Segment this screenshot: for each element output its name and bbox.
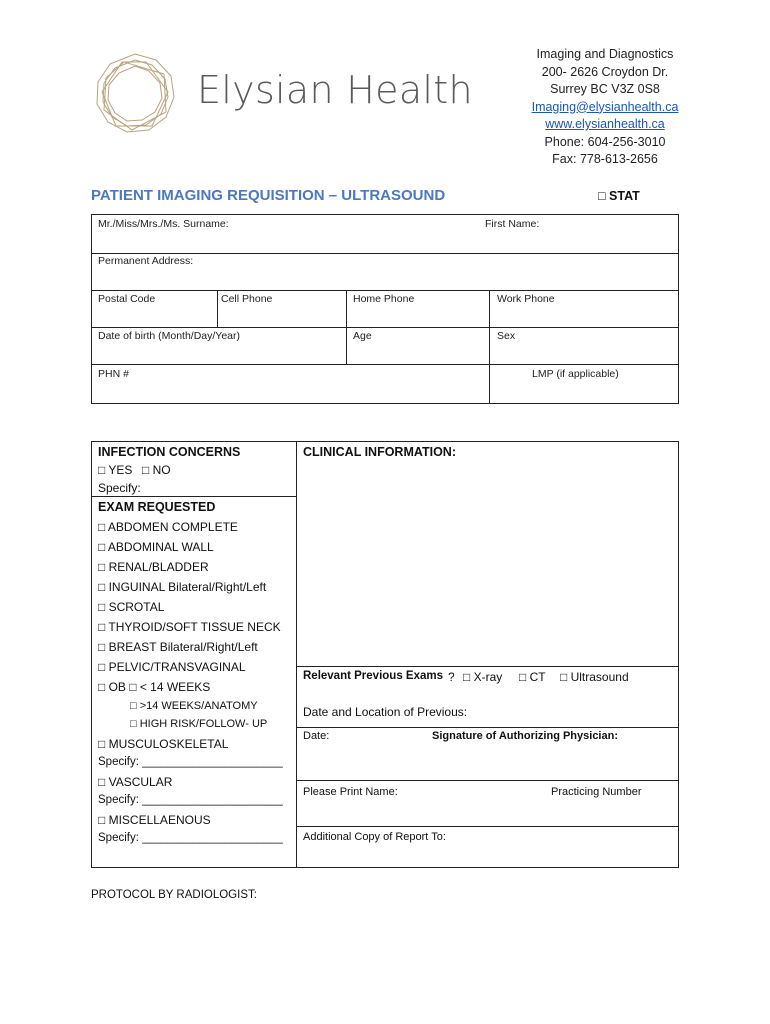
exam-checkbox[interactable]: □ ABDOMEN COMPLETE	[98, 520, 238, 534]
ultrasound-checkbox[interactable]: □ Ultrasound	[560, 670, 629, 684]
infection-no-checkbox[interactable]: □ NO	[142, 463, 171, 477]
vascular-specify-field[interactable]: Specify: ______________________	[98, 794, 283, 806]
website-link[interactable]: www.elysianhealth.ca	[545, 117, 665, 131]
divider	[296, 780, 679, 781]
msk-checkbox[interactable]: □ MUSCULOSKELETAL	[98, 737, 229, 751]
exam-checkbox[interactable]: □ OB □ < 14 WEEKS	[98, 680, 211, 694]
divider	[489, 290, 490, 404]
vascular-checkbox[interactable]: □ VASCULAR	[98, 775, 173, 789]
divider	[296, 826, 679, 827]
dob-field[interactable]: Date of birth (Month/Day/Year)	[98, 330, 241, 342]
exam-checkbox[interactable]: □ BREAST Bilateral/Right/Left	[98, 640, 258, 654]
practicing-number-field[interactable]: Practicing Number	[551, 786, 642, 798]
phn-field[interactable]: PHN #	[98, 368, 129, 380]
print-name-field[interactable]: Please Print Name:	[303, 786, 398, 798]
infection-title: INFECTION CONCERNS	[98, 445, 241, 459]
misc-checkbox[interactable]: □ MISCELLAENOUS	[98, 813, 211, 827]
divider	[91, 364, 679, 365]
divider	[91, 496, 296, 497]
age-field[interactable]: Age	[353, 330, 372, 342]
ob-sub-checkbox[interactable]: □ >14 WEEKS/ANATOMY	[130, 700, 258, 712]
protocol-label: PROTOCOL BY RADIOLOGIST:	[91, 889, 257, 901]
xray-checkbox[interactable]: □ X-ray	[463, 670, 503, 684]
previous-exams-q: ?	[448, 670, 455, 684]
exam-checkbox[interactable]: □ RENAL/BLADDER	[98, 560, 209, 574]
previous-exams-label: Relevant Previous Exams	[303, 670, 443, 682]
date-location-field[interactable]: Date and Location of Previous:	[303, 705, 468, 719]
postal-code-field[interactable]: Postal Code	[98, 293, 156, 305]
first-name-field[interactable]: First Name:	[485, 218, 540, 230]
contact-line: 200- 2626 Croydon Dr.	[541, 64, 669, 79]
exam-checkbox[interactable]: □ PELVIC/TRANSVAGINAL	[98, 660, 246, 674]
email-link[interactable]: Imaging@elysianhealth.ca	[531, 99, 679, 114]
divider	[217, 290, 218, 327]
divider	[296, 727, 679, 728]
exam-checkbox[interactable]: □ ABDOMINAL WALL	[98, 540, 214, 554]
contact-block	[490, 46, 720, 169]
additional-copy-field[interactable]: Additional Copy of Report To:	[303, 831, 446, 843]
contact-line: Surrey BC V3Z 0S8	[550, 82, 660, 96]
exam-checkbox[interactable]: □ INGUINAL Bilateral/Right/Left	[98, 580, 267, 594]
lmp-field[interactable]: LMP (if applicable)	[532, 368, 619, 380]
ob-sub-checkbox[interactable]: □ HIGH RISK/FOLLOW- UP	[130, 718, 268, 730]
divider	[346, 290, 347, 364]
misc-specify-field[interactable]: Specify: ______________________	[98, 832, 283, 844]
date-field[interactable]: Date:	[303, 730, 330, 742]
infection-specify-field[interactable]: Specify:	[98, 481, 141, 495]
contact-line: Imaging and Diagnostics	[536, 47, 674, 61]
form-title: PATIENT IMAGING REQUISITION – ULTRASOUND	[91, 187, 446, 204]
cell-phone-field[interactable]: Cell Phone	[221, 293, 273, 305]
exam-checkbox[interactable]: □ THYROID/SOFT TISSUE NECK	[98, 620, 281, 634]
fax-text: Fax: 778-613-2656	[552, 152, 658, 166]
infection-yes-checkbox[interactable]: □ YES	[98, 463, 133, 477]
brand-name: Elysian Health	[197, 68, 473, 112]
phone-text: Phone: 604-256-3010	[544, 134, 666, 149]
ct-checkbox[interactable]: □ CT	[519, 670, 546, 684]
divider	[91, 253, 679, 254]
stat-checkbox[interactable]: □ STAT	[598, 189, 640, 203]
divider	[296, 441, 297, 868]
surname-field[interactable]: Mr./Miss/Mrs./Ms. Surname:	[98, 218, 229, 230]
divider	[91, 290, 679, 291]
divider	[91, 327, 679, 328]
exam-checkbox[interactable]: □ SCROTAL	[98, 600, 165, 614]
sex-field[interactable]: Sex	[497, 330, 516, 342]
elysian-logo-icon	[94, 52, 176, 134]
msk-specify-field[interactable]: Specify: ______________________	[98, 756, 283, 768]
address-field[interactable]: Permanent Address:	[98, 255, 194, 267]
exam-title: EXAM REQUESTED	[98, 500, 216, 514]
work-phone-field[interactable]: Work Phone	[497, 293, 555, 305]
signature-field[interactable]: Signature of Authorizing Physician:	[432, 730, 618, 742]
divider	[296, 666, 679, 667]
home-phone-field[interactable]: Home Phone	[353, 293, 415, 305]
clinical-info-title: CLINICAL INFORMATION:	[303, 445, 456, 459]
